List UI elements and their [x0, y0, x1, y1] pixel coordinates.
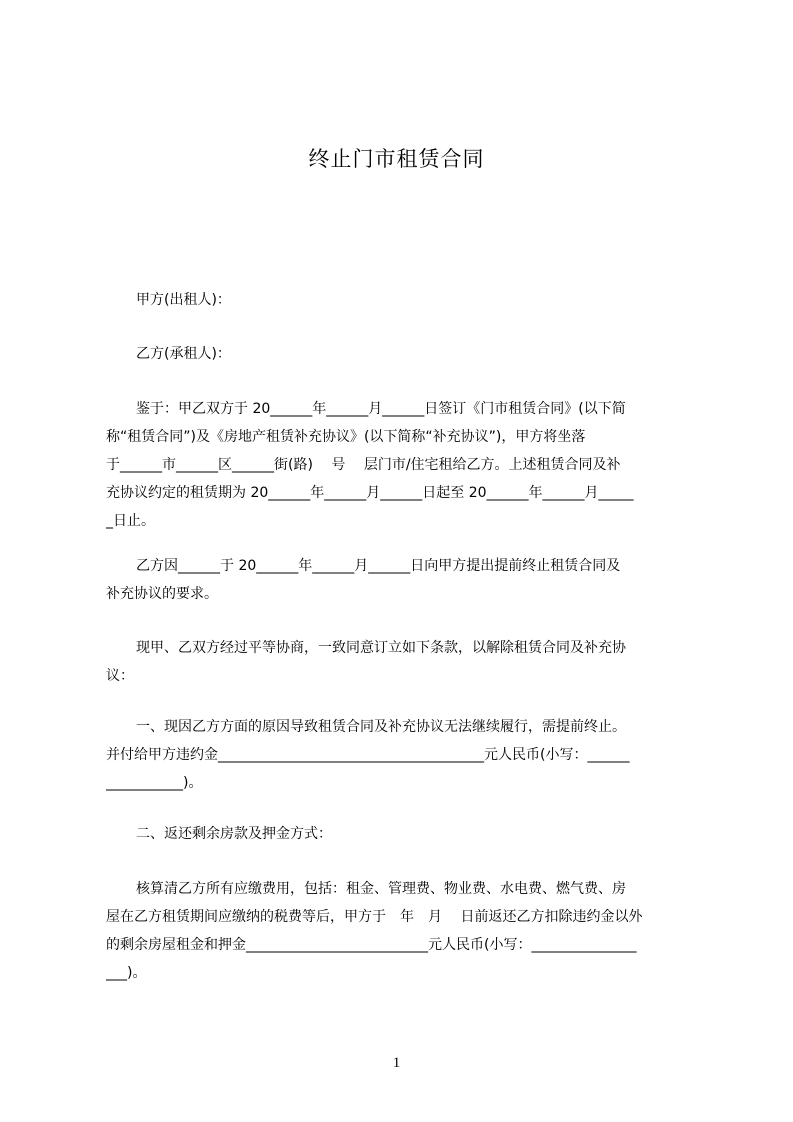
party-a-label: 甲方(出租人)：: [136, 292, 231, 308]
settlement-line-3: 的剩余房屋租金和押金__________________________元人民币(小写：_______________: [106, 937, 637, 953]
request-line-2: 补充协议的要求。: [106, 586, 218, 602]
settlement-line-4: ___)。: [106, 965, 147, 981]
recital-line-5: _日止。: [106, 513, 155, 529]
party-b-label: 乙方(承租人)：: [136, 346, 231, 362]
recital-line-2: 称“租赁合同”)及《房地产租赁补充协议》(以下简称“补充协议”)，甲方将坐落: [106, 429, 586, 445]
clause1-line-2: 并付给甲方违约金______________________________________元人民币(小写：______: [106, 747, 630, 763]
agreement-line-1: 现甲、乙双方经过平等协商，一致同意订立如下条款，以解除租赁合同及补充协: [136, 640, 626, 656]
page-number: 1: [392, 1055, 401, 1071]
settlement-line-2: 屋在乙方租赁期间应缴纳的税费等后，甲方于 年 月 日前返还乙方扣除违约金以外: [106, 909, 643, 925]
clause1-line-3: ___________)。: [106, 775, 203, 791]
recital-line-1: 鉴于：甲乙双方于 20______年______月______日签订《门市租赁合同》(以下简: [136, 401, 626, 417]
clause1-line-1: 一、现因乙方方面的原因导致租赁合同及补充协议无法继续履行，需提前终止。: [136, 719, 626, 735]
clause2-heading: 二、返还剩余房款及押金方式：: [136, 826, 332, 842]
recital-line-3: 于______市______区______街(路) 号 层门市/住宅租给乙方。上述租赁合同及补: [106, 457, 621, 473]
settlement-line-1: 核算清乙方所有应缴费用，包括：租金、管理费、物业费、水电费、燃气费、房: [136, 881, 626, 897]
recital-line-4: 充协议约定的租赁期为 20______年______月______日起至 20______年______月_____: [106, 485, 634, 501]
request-line-1: 乙方因______于 20______年______月______日向甲方提出提前终止租赁合同及: [136, 558, 621, 574]
agreement-line-2: 议：: [106, 668, 134, 684]
document-title: 终止门市租赁合同: [308, 147, 485, 171]
